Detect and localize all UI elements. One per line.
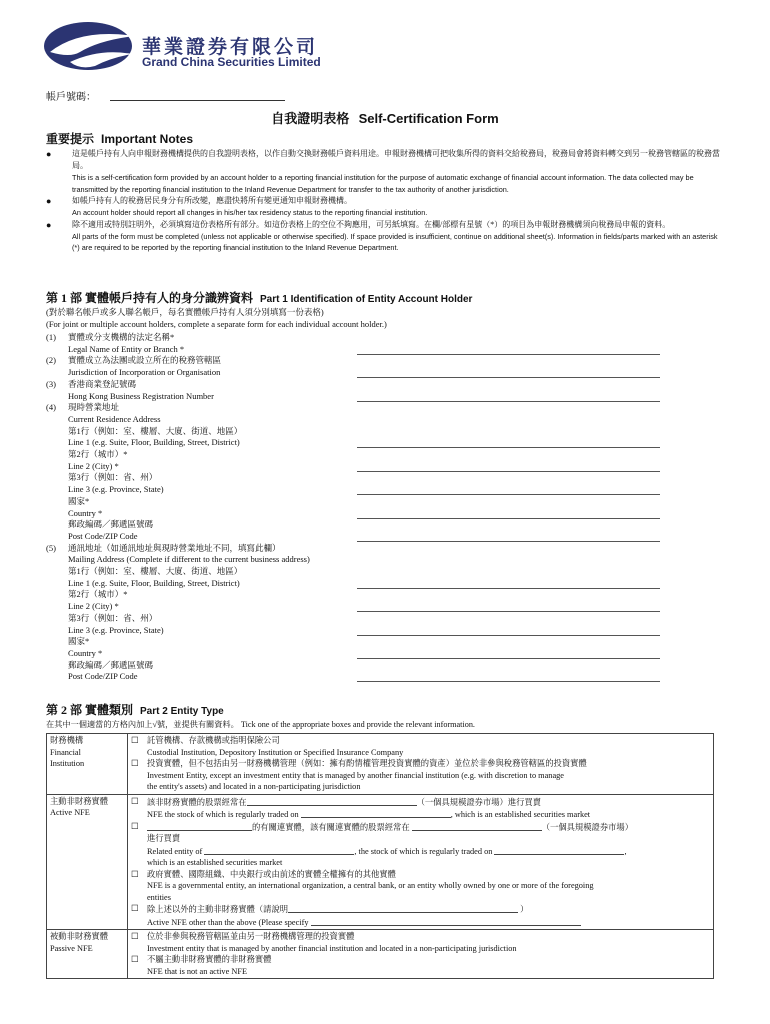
category-label-en: Financial (50, 747, 81, 757)
market-name-input[interactable] (412, 821, 542, 831)
note-item (46, 219, 726, 254)
option-label-en: Investment Entity, except an investment entity that is managed by another financial institution (e.g. with discretion to manage (147, 770, 564, 780)
part1-field-input[interactable] (357, 626, 660, 636)
part1-field-number: (5) (46, 542, 56, 553)
part1-field-label: Line 1 (e.g. Suite, Floor, Building, Street, District) (68, 577, 240, 588)
form-title-en: Self-Certification Form (358, 111, 499, 126)
option-managed-investment-entity[interactable] (131, 931, 710, 954)
bullet-icon: ● (46, 219, 52, 230)
part1-field-input[interactable] (357, 672, 660, 682)
part1-field-label: 第3行（例如：省、州） (68, 472, 158, 483)
option-label-zh: 的有關連實體，該有關連實體的股票經常在 (252, 822, 410, 832)
part1-field-number: (3) (46, 378, 56, 389)
form-title-zh: 自我證明表格 (271, 111, 350, 126)
category-label-en: Passive NFE (50, 943, 93, 953)
part1-field-label: 第1行（例如：室、樓層、大廈、街道、地區） (68, 425, 243, 436)
category-cell (47, 930, 128, 979)
specify-input[interactable] (311, 916, 581, 926)
option-other-active-nfe[interactable] (131, 903, 710, 928)
note-text-zh: 這是帳戶持有人向申報財務機構提供的自我證明表格，以作自動交換財務帳戶資料用途。申報財務機構可把收集所得的資料交給稅務局，稅務局會將資料轉交到另一稅務管轄區的稅務當局。 (72, 149, 720, 170)
table-row (47, 734, 714, 795)
account-number-field (46, 88, 285, 103)
market-name-input[interactable] (301, 808, 451, 818)
option-listed-nfe[interactable] (131, 796, 710, 821)
part1-field-input[interactable] (357, 602, 660, 612)
note-text-en: All parts of the form must be completed (unless not applicable or otherwise specified). If space provided is insufficient, continue on additional sheet(s). Information in fields/parts marked with an asterisk (*) are required to be reported by the reporting financial institution to the Inland Revenue Department. (72, 231, 718, 252)
part1-field-input[interactable] (357, 438, 660, 448)
option-label-en: NFE the stock of which is regularly traded on (147, 810, 299, 819)
part1-field-input[interactable] (357, 532, 660, 542)
option-label-zh: 不屬主動非財務實體的非財務實體 (147, 955, 272, 964)
option-label-en: NFE that is not an active NFE (147, 966, 248, 976)
note-text-en: This is a self-certification form provided by an account holder to a reporting financial institution for the purpose of automatic exchange of financial account information. The data collected may be transmitted by the reporting financial institution to the Inland Revenue Department for transfer to the tax authority of another jurisdiction. (72, 173, 694, 194)
part2-heading-zh: 第 2 部 實體類別 (46, 703, 134, 717)
option-label-zh: 位於非參與稅務管轄區並由另一財務機構管理的投資實體 (147, 932, 355, 941)
part1-field-label: 第2行（城市）* (68, 449, 128, 459)
option-label-zh: ） (520, 905, 529, 914)
note-text-zh: 如帳戶持有人的稅務居民身分有所改變，應盡快將所有變更通知申報財務機構。 (72, 196, 352, 205)
account-number-label: 帳戶號碼： (46, 92, 96, 103)
part1-field-label: 第2行（城市）* (68, 589, 128, 600)
note-item (46, 195, 726, 219)
option-label-en: , which is an established securities market (450, 810, 591, 819)
options-cell (128, 930, 714, 979)
part1-field-input[interactable] (357, 509, 660, 519)
category-label-en: Active NFE (50, 808, 90, 817)
option-passive-nfe[interactable] (131, 954, 710, 977)
part1-field-input[interactable] (357, 392, 660, 402)
option-label-zh: （一個具規模證券市場） (541, 822, 634, 832)
option-label-en: Investment entity that is managed by another financial institution and located in a non-participating jurisdiction (147, 943, 517, 953)
part1-field-label: Hong Kong Business Registration Number (68, 390, 214, 401)
part1-field-label: 通訊地址（如通訊地址與現時營業地址不同，填寫此欄） (68, 542, 281, 553)
option-label-en: Related entity of (147, 846, 203, 856)
part1-field-label: 實體或分支機構的法定名稱* (68, 332, 175, 342)
table-row (47, 794, 714, 930)
part1-field-label: 第3行（例如：省、州） (68, 612, 158, 623)
checkbox-icon[interactable]: ☐ (131, 932, 139, 941)
option-label-zh: 進行買賣 (147, 834, 181, 843)
part1-field-number: (2) (46, 355, 56, 366)
part1-field-label: Current Residence Address (68, 413, 161, 424)
checkbox-icon[interactable]: ☐ (131, 736, 139, 745)
options-cell (128, 734, 714, 795)
part1-field-label: Line 3 (e.g. Province, State) (68, 484, 164, 495)
part1-field-label: 國家* (68, 636, 90, 647)
part1-field-input[interactable] (357, 368, 660, 378)
option-label-en: NFE is a governmental entity, an international organization, a central bank, or an entity wholly owned by one or more of the foregoing (147, 881, 594, 890)
option-label-zh: （一個具規模證券市場）進行買賣 (416, 797, 542, 807)
part1-field-label: Line 2 (City) * (68, 601, 119, 612)
option-label-en: entities (147, 892, 171, 902)
option-label-en: Active NFE other than the above (Please specify (147, 917, 309, 927)
category-cell (47, 794, 128, 930)
option-governmental-entity[interactable] (131, 869, 710, 904)
checkbox-icon[interactable]: ☐ (131, 955, 139, 964)
checkbox-icon[interactable]: ☐ (131, 904, 139, 913)
part1-field-label: 國家* (68, 495, 90, 506)
part1-field-label: Jurisdiction of Incorporation or Organisation (68, 367, 221, 378)
part1-field-input[interactable] (357, 579, 660, 589)
market-name-input[interactable] (494, 845, 624, 855)
part1-field-label: Line 3 (e.g. Province, State) (68, 624, 164, 635)
notes-heading (46, 130, 193, 147)
note-text-zh: 除不適用或特別註明外，必須填寫這份表格所有部分。如這份表格上的空位不夠應用，可另紙填寫。在欄/部標有星號（*）的項目為申報財務機構須向稅務局申報的資料。 (72, 219, 671, 229)
option-label-en: Custodial Institution, Depository Institution or Specified Insurance Company (147, 747, 404, 757)
part1-field-input[interactable] (357, 485, 660, 495)
part1-field-label: Legal Name of Entity or Branch * (68, 343, 185, 354)
part2-heading-en: Part 2 Entity Type (140, 706, 224, 717)
company-name-en: Grand China Securities Limited (142, 55, 321, 69)
part1-field-label: Post Code/ZIP Code (68, 530, 138, 541)
part1-heading-zh: 第 1 部 實體帳戶持有人的身分識辨資料 (46, 291, 254, 305)
category-label-en: Institution (50, 759, 85, 768)
part1-field-label: 第1行（例如：室、樓層、大廈、街道、地區） (68, 566, 243, 576)
option-label-zh: 託管機構、存款機構或指明保險公司 (147, 736, 280, 745)
checkbox-icon[interactable]: ☐ (131, 869, 139, 879)
part1-field-label: Country * (68, 507, 103, 518)
option-custodial[interactable] (131, 735, 710, 758)
notes-list (46, 148, 726, 254)
part1-field-label: Line 1 (e.g. Suite, Floor, Building, Street, District) (68, 437, 240, 448)
option-related-entity[interactable]: ☐ 的有關連實體，該有關連實體的股票經常在 （一個具規模證券市場） 進行買賣 Related entity of , the stock of which is regularly traded on , which is an established securities market (131, 821, 710, 869)
specify-input[interactable] (288, 903, 518, 913)
part2-heading (46, 701, 224, 718)
option-label-zh: 除上述以外的主動非財務實體（請說明 (147, 905, 289, 914)
company-name-zh: 華業證券有限公司 (142, 36, 319, 58)
option-label-en: , the stock of which is regularly traded on (354, 846, 493, 856)
options-cell (128, 794, 714, 930)
part1-field-label: Country * (68, 647, 103, 658)
notes-heading-zh: 重要提示 (46, 132, 95, 146)
note-text-en: An account holder should report all changes in his/her tax residency status to the reporting financial institution. (72, 208, 428, 217)
category-label-zh: 被動非財務實體 (50, 932, 109, 941)
part1-subnote-zh: (對於聯名帳戶或多人聯名帳戶，每名實體帳戶持有人須分別填寫一份表格) (46, 307, 324, 317)
table-row (47, 930, 714, 979)
option-label-en: the entity's assets) and located in a non-participating jurisdiction (147, 782, 361, 791)
part1-subnote-en: (For joint or multiple account holders, complete a separate form for each individual account holder.) (46, 319, 387, 329)
bullet-icon: ● (46, 196, 52, 206)
part1-field-label: Post Code/ZIP Code (68, 671, 138, 682)
part1-field-input[interactable] (357, 649, 660, 659)
part1-field-number: (4) (46, 402, 56, 413)
option-investment-entity[interactable] (131, 758, 710, 793)
related-entity-input[interactable] (147, 821, 252, 831)
option-label-zh: 政府實體、國際組織、中央銀行或由前述的實體全權擁有的其他實體 (147, 869, 396, 879)
entity-type-table (46, 733, 714, 979)
part1-heading (46, 289, 472, 306)
note-item (46, 148, 726, 195)
checkbox-icon[interactable]: ☐ (131, 759, 139, 768)
part1-field-label: 現時營業地址 (68, 402, 120, 413)
part1-field-input[interactable] (357, 462, 660, 472)
category-cell (47, 734, 128, 795)
related-entity-input[interactable] (204, 845, 354, 855)
option-label-zh: 投資實體，但不包括由另一財務機構管理（例如：擁有酌情權管理投資實體的資產）並位於非參與稅務管轄區的投資實體 (147, 759, 587, 768)
option-label-en: which is an established securities market (147, 858, 283, 867)
part2-instruction: 在其中一個適當的方格內加上√號，並提供有關資料。 Tick one of the appropriate boxes and provide the relevant information. (46, 720, 475, 729)
part1-field-label: 實體成立為法團或設立所在的稅務管轄區 (68, 355, 222, 366)
part1-field-label: Line 2 (City) * (68, 460, 119, 471)
bullet-icon: ● (46, 149, 52, 159)
checkbox-icon[interactable]: ☐ (131, 821, 139, 831)
form-title (0, 108, 770, 127)
category-label-zh: 財務機構 (50, 736, 84, 745)
part1-field-input[interactable] (357, 345, 660, 355)
category-label-zh: 主動非財務實體 (50, 796, 109, 806)
account-number-input[interactable] (110, 90, 285, 101)
market-name-input[interactable] (247, 796, 417, 806)
notes-heading-en: Important Notes (101, 132, 194, 146)
option-label-zh: 該非財務實體的股票經常在 (147, 797, 247, 807)
checkbox-icon[interactable]: ☐ (131, 796, 139, 806)
part1-heading-en: Part 1 Identification of Entity Account Holder (260, 294, 473, 305)
part1-field-label: 郵政編碼／郵遞區號碼 (68, 519, 154, 530)
part1-field-label: Mailing Address (Complete if different to the current business address) (68, 554, 310, 565)
part1-field-label: 郵政編碼／郵遞區號碼 (68, 659, 154, 670)
part1-field-label: 香港商業登記號碼 (68, 378, 137, 389)
part1-field-number: (1) (46, 332, 56, 342)
